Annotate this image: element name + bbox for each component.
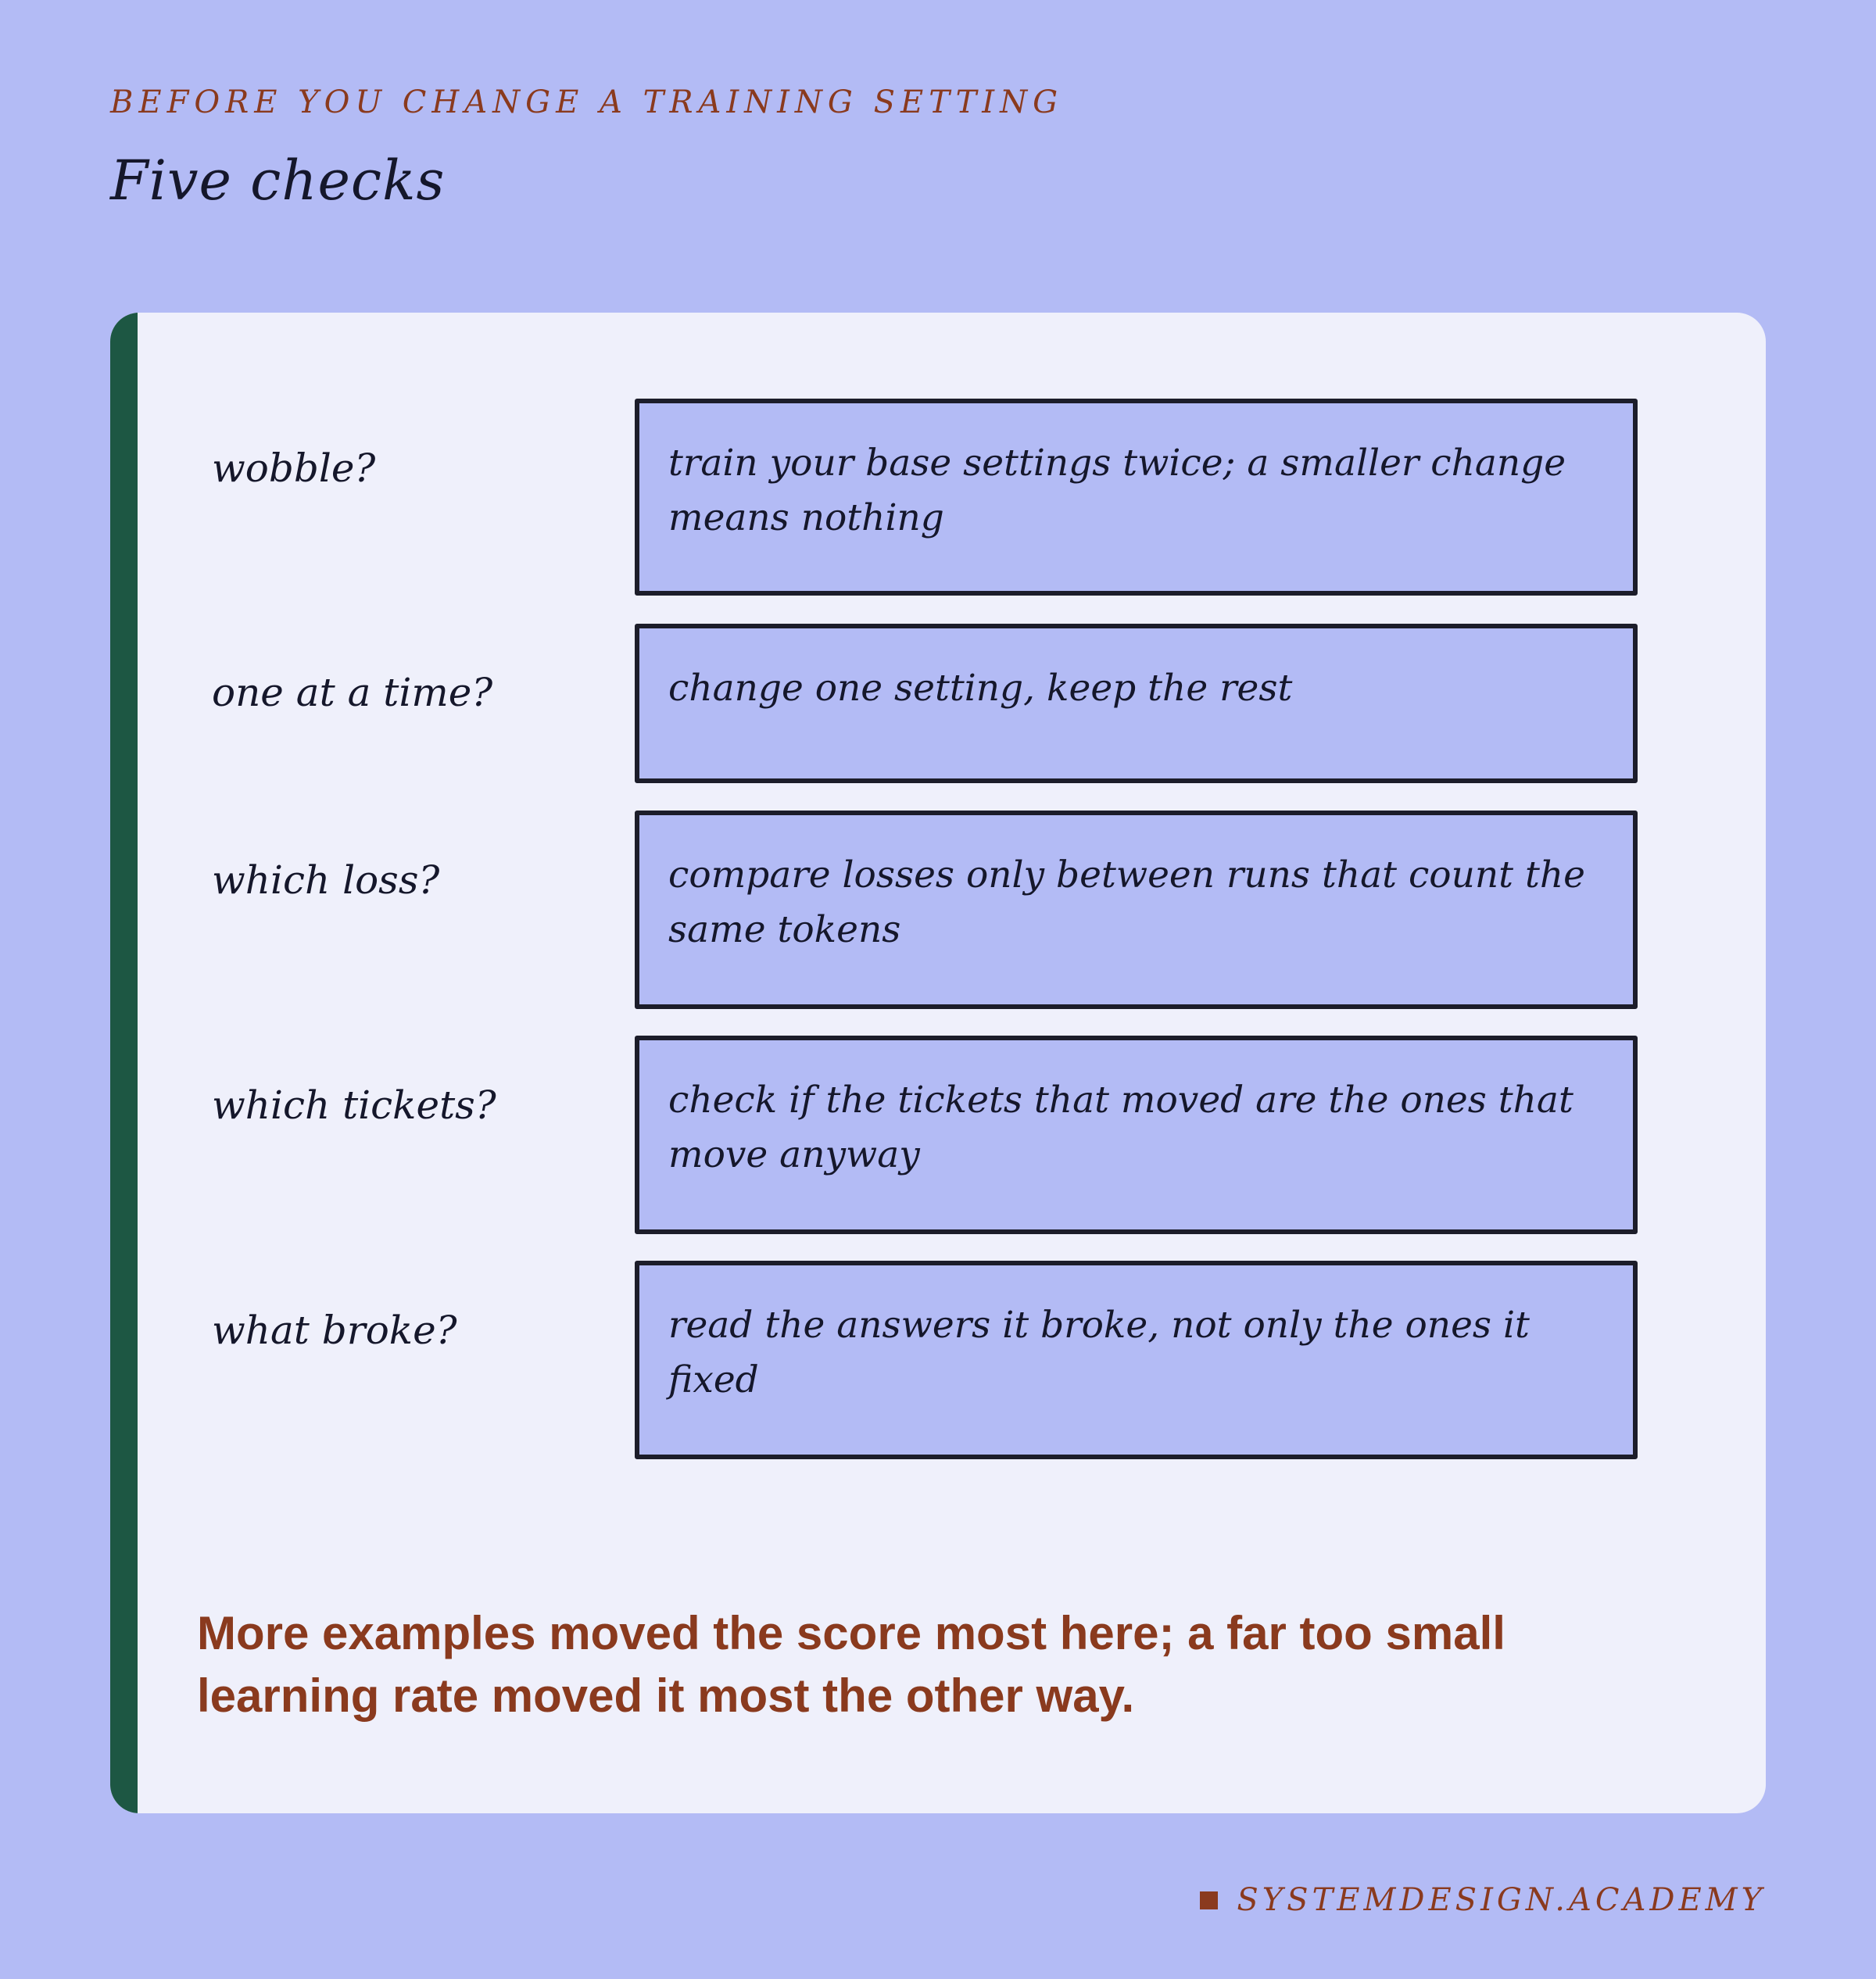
check-note-text: compare losses only between runs that count the same tokens: [668, 854, 1585, 951]
brand-name: SYSTEMDESIGN.ACADEMY: [1237, 1882, 1766, 1918]
accent-bar: [110, 313, 138, 1813]
check-note-text: train your base settings twice; a smaller change means nothing: [668, 442, 1566, 539]
check-label-one-at-a-time: one at a time?: [212, 670, 493, 715]
check-label-what-broke: what broke?: [212, 1308, 457, 1353]
page-title: Five checks: [110, 149, 446, 213]
footer-brand: [1200, 1882, 1766, 1918]
check-label-which-tickets: which tickets?: [212, 1083, 496, 1128]
takeaway: More examples moved the score most here; a far too small learning rate moved it most the other way.: [197, 1607, 1505, 1722]
check-note-box-what-broke: [635, 1261, 1638, 1459]
check-note-box-wobble: [635, 399, 1638, 596]
check-label-which-loss: which loss?: [212, 857, 440, 903]
check-note-box-which-tickets: [635, 1036, 1638, 1234]
check-note-text: check if the tickets that moved are the ones that move anyway: [668, 1079, 1573, 1176]
check-note-text: change one setting, keep the rest: [668, 667, 1293, 710]
brand-square-icon: [1200, 1891, 1218, 1909]
eyebrow: BEFORE YOU CHANGE A TRAINING SETTING: [110, 84, 1064, 120]
check-note-box-which-loss: [635, 811, 1638, 1009]
check-note-text: read the answers it broke, not only the ones it fixed: [668, 1304, 1530, 1401]
checks-card: [110, 313, 1766, 1813]
check-note-box-one-at-a-time: [635, 624, 1638, 783]
check-label-wobble: wobble?: [212, 446, 376, 491]
